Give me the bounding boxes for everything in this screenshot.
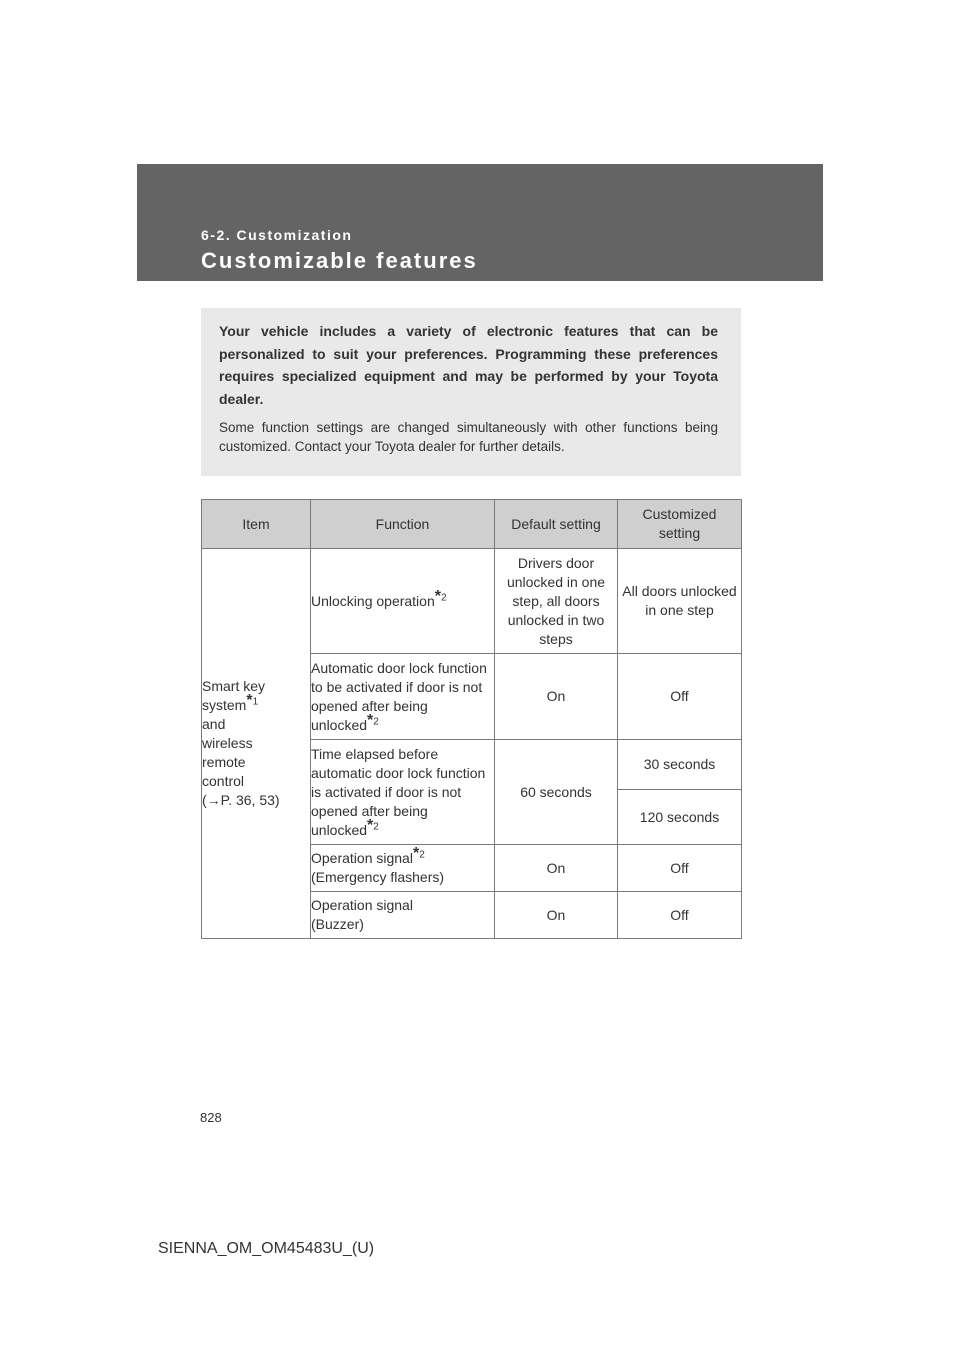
footnote-star: * xyxy=(367,816,374,834)
footnote-mark: 1 xyxy=(252,696,259,708)
function-cell: Automatic door lock function to be activated if door is not opened after being unlocked*$^2$ xyxy=(311,654,495,740)
features-table xyxy=(201,499,742,939)
default-cell: On xyxy=(495,845,618,892)
footnote-star: * xyxy=(246,692,253,710)
header-item: Item xyxy=(202,500,311,549)
custom-cell: 120 seconds xyxy=(618,790,742,845)
item-line: wireless xyxy=(202,735,253,751)
default-cell: Drivers door unlocked in one step, all doors unlocked in two steps xyxy=(495,549,618,654)
footnote-star: * xyxy=(412,845,420,863)
function-cell: Operation signal (Buzzer) xyxy=(311,892,495,939)
custom-cell: Off xyxy=(618,654,742,740)
default-cell: On xyxy=(495,654,618,740)
footnote-mark: 2 xyxy=(419,849,425,861)
default-cell: On xyxy=(495,892,618,939)
section-header xyxy=(137,164,823,281)
header-default-setting: Default setting xyxy=(495,500,618,549)
custom-cell: 30 seconds xyxy=(618,740,742,790)
item-line: system xyxy=(202,697,247,713)
intro-box xyxy=(201,308,741,476)
footnote-star: * xyxy=(367,711,374,729)
footnote-mark: 2 xyxy=(373,820,379,832)
custom-cell: All doors unlocked in one step xyxy=(618,549,742,654)
item-cell xyxy=(202,549,311,939)
footnote-mark: 2 xyxy=(373,715,379,727)
intro-note-text: Some function settings are changed simultaneously with other functions being customized. Contact your Toyota dealer for further details. xyxy=(219,420,718,454)
intro-bold-text: Your vehicle includes a variety of electronic features that can be personalized to suit your preferences. Programming these preferences requires specialized equipment and may be performed by your Toyota dealer. xyxy=(219,323,718,407)
table-header-row xyxy=(202,500,742,549)
item-line: control xyxy=(202,773,245,789)
header-function: Function xyxy=(311,500,495,549)
section-label: 6-2. Customization xyxy=(201,227,353,243)
function-cell: Unlocking operation*$^2$ xyxy=(311,549,495,654)
custom-cell: Off xyxy=(618,845,742,892)
item-line: Smart key xyxy=(202,678,266,694)
item-line: and xyxy=(202,716,226,732)
page-title: Customizable features xyxy=(201,248,478,273)
table-row xyxy=(202,549,742,654)
document-code: SIENNA_OM_OM45483U_(U) xyxy=(158,1240,375,1257)
item-line: remote xyxy=(202,754,246,770)
footnote-star: * xyxy=(434,587,441,605)
arrow-right-icon: → xyxy=(206,792,221,808)
custom-cell: Off xyxy=(618,892,742,939)
header-customized-setting: Customized setting xyxy=(618,500,742,549)
function-cell: Operation signal*$^2$ (Emergency flashers) xyxy=(311,845,495,892)
footnote-mark: 2 xyxy=(440,591,447,603)
page-number: 828 xyxy=(200,1110,222,1125)
page-reference: (→P. 36, 53) xyxy=(202,792,280,808)
function-cell: Time elapsed before automatic door lock function is activated if door is not opened after being unlocked*$^2$ xyxy=(311,740,495,845)
default-cell: 60 seconds xyxy=(495,740,618,845)
